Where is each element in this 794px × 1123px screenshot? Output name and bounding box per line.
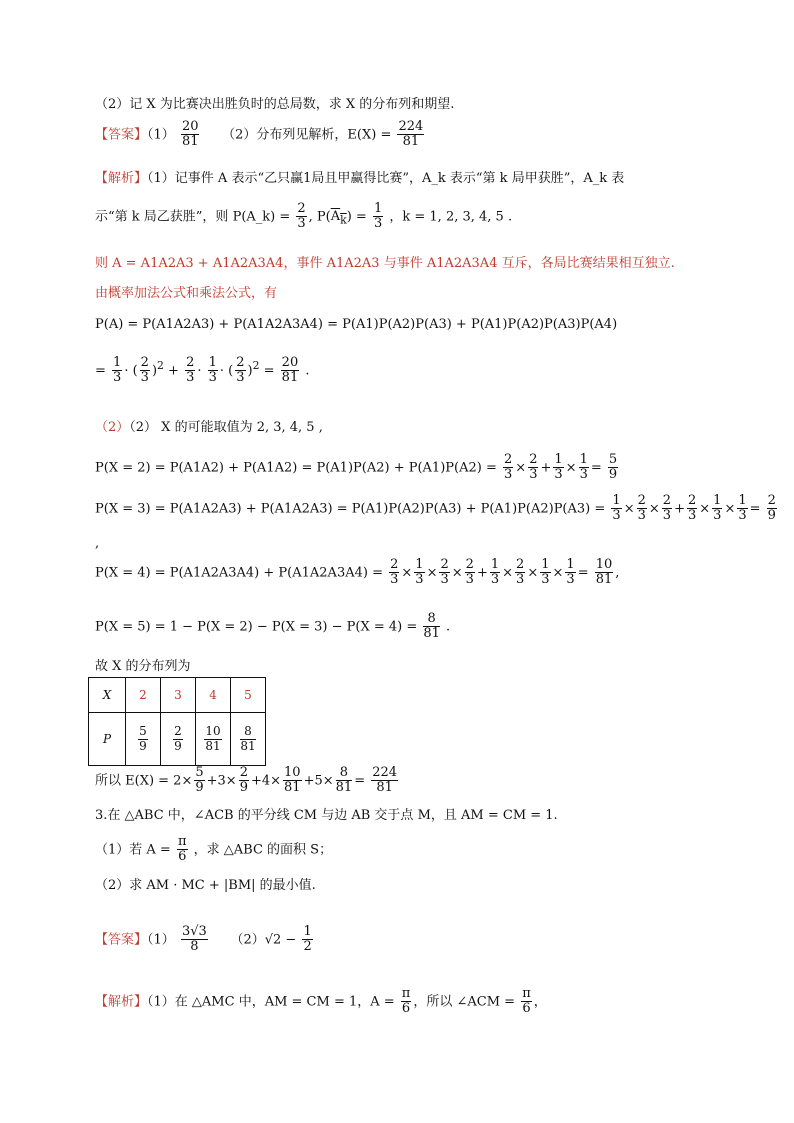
analysis-line-4: 由概率加法公式和乘法公式，有 (95, 286, 278, 301)
answer3-line: 【答案】（1） $\frac{3√3}{8}$ （2）√2 − $\frac{1}{2}$ (95, 924, 312, 955)
table-cell: 2 (126, 678, 161, 713)
analysis-line-5: P(A) = P(A1A2A3) + P(A1A2A3A4) = P(A1)P(A2)P(A3) + P(A1)P(A2)P(A3)P(A4) (95, 317, 618, 332)
table-cell: 4 (196, 678, 231, 713)
table-cell: X (89, 678, 126, 713)
answer3-tag: 【答案】 (95, 932, 148, 948)
px3-line: P(X = 3) = P(A1A2A3) + P(A1A2A3) = P(A1)P(A2)P(A3) + P(A1)P(A2)P(A3) = $\frac{1}{3}$ × $\frac{2}{3}$ × $\frac{2}{3}$ + $\frac{2}{3}$ × $\frac{1}{3}$ × $\frac{1}{3}$ = $\frac{2}{9}$ (95, 493, 776, 524)
answer-part1-fraction: $\frac{20}{81}$ (181, 119, 199, 150)
table-row (89, 713, 266, 766)
px2-line: P(X = 2) = P(A1A2) + P(A1A2) = P(A1)P(A2) + P(A1)P(A2) = $\frac{2}{3}$ × $\frac{2}{3}$ + $\frac{1}{3}$ × $\frac{1}{3}$ = $\frac{5}{9}$ (95, 452, 618, 483)
answer-part2-text: （2）分布列见解析，E(X) = (222, 127, 392, 143)
distribution-table (88, 677, 266, 766)
question-3-part2: （2）求 AM · MC + |BM| 的最小值. (95, 878, 316, 893)
analysis-line-6: = $\frac{1}{3}$ · ( $\frac{2}{3}$ )$^2$ + $\frac{2}{3}$ · $\frac{1}{3}$ · ( $\frac{2}{3}$ )$^2$ = $\frac{20}{81}$ . (95, 355, 310, 386)
answer-part2-fraction: $\frac{224}{81}$ (398, 119, 424, 150)
question-3-stem: 3.在 △ABC 中，∠ACB 的平分线 CM 与边 AB 交于点 M，且 AM = CM = 1. (95, 808, 558, 823)
analysis-line-7: （2）（2） X 的可能取值为 2, 3, 4, 5 , (95, 420, 323, 435)
px5-line: P(X = 5) = 1 − P(X = 2) − P(X = 3) − P(X = 4) = $\frac{8}{81}$ . (95, 611, 451, 642)
comma-line: , (95, 536, 100, 551)
analysis-line-3: 则 A = A1A2A3 + A1A2A3A4，事件 A1A2A3 与事件 A1A2A3A4 互斥，各局比赛结果相互独立. (95, 256, 675, 271)
table-cell: $\frac{10}{81}$ (196, 713, 231, 766)
analysis-tag: 【解析】 (95, 171, 148, 186)
distribution-title: 故 X 的分布列为 (95, 659, 191, 674)
analysis-line-2: 示“第 k 局乙获胜”，则 P(A_k) = $\frac{2}{3}$ , $P(A_k)$ = $\frac{1}{3}$ ，k = 1, 2, 3, 4, 5 . (95, 201, 513, 232)
table-cell: 3 (161, 678, 196, 713)
pa-result: $\frac{20}{81}$ (281, 355, 299, 386)
px4-line: P(X = 4) = P(A1A2A3A4) + P(A1A2A3A4) = $\frac{2}{3}$ × $\frac{1}{3}$ × $\frac{2}{3}$ × $\frac{2}{3}$ + $\frac{1}{3}$ × $\frac{2}{3}$ × $\frac{1}{3}$ × $\frac{1}{3}$ = $\frac{10}{81}$ , (95, 557, 620, 588)
table-cell: P (89, 713, 126, 766)
analysis3-tag: 【解析】 (95, 994, 148, 1010)
prob-a-frac: $\frac{2}{3}$ (297, 201, 306, 232)
answer-tag: 【答案】 (95, 127, 148, 143)
table-cell: $\frac{8}{81}$ (231, 713, 266, 766)
answer-line (95, 120, 426, 150)
analysis-line-1: 【解析】（1）记事件 A 表示“乙只赢1局且甲赢得比赛”，A_k 表示“第 k 局甲获胜”，A_k 表 (95, 171, 625, 186)
prob-abar-frac: $\frac{1}{3}$ (373, 201, 383, 232)
table-cell: $\frac{2}{9}$ (161, 713, 196, 766)
question-3-part1: （1）若 A = $\frac{\pi}{6}$ ，求 △ABC 的面积 S； (95, 834, 333, 865)
table-cell: $\frac{5}{9}$ (126, 713, 161, 766)
expectation-line: 所以 E(X) = 2× $\frac{5}{9}$ +3× $\frac{2}{9}$ +4× $\frac{10}{81}$ +5× $\frac{8}{81}$ = $\frac{224}{81}$ (95, 765, 398, 796)
table-row (89, 678, 266, 713)
analysis3-line: 【解析】（1）在 △AMC 中，AM = CM = 1，A = $\frac{\pi}{6}$ ，所以 ∠ACM = $\frac{\pi}{6}$ ， (95, 986, 547, 1017)
table-cell: 5 (231, 678, 266, 713)
question-2-prompt: （2）记 X 为比赛决出胜负时的总局数，求 X 的分布列和期望. (95, 97, 455, 112)
answer-part1-label: （1） (147, 127, 175, 143)
